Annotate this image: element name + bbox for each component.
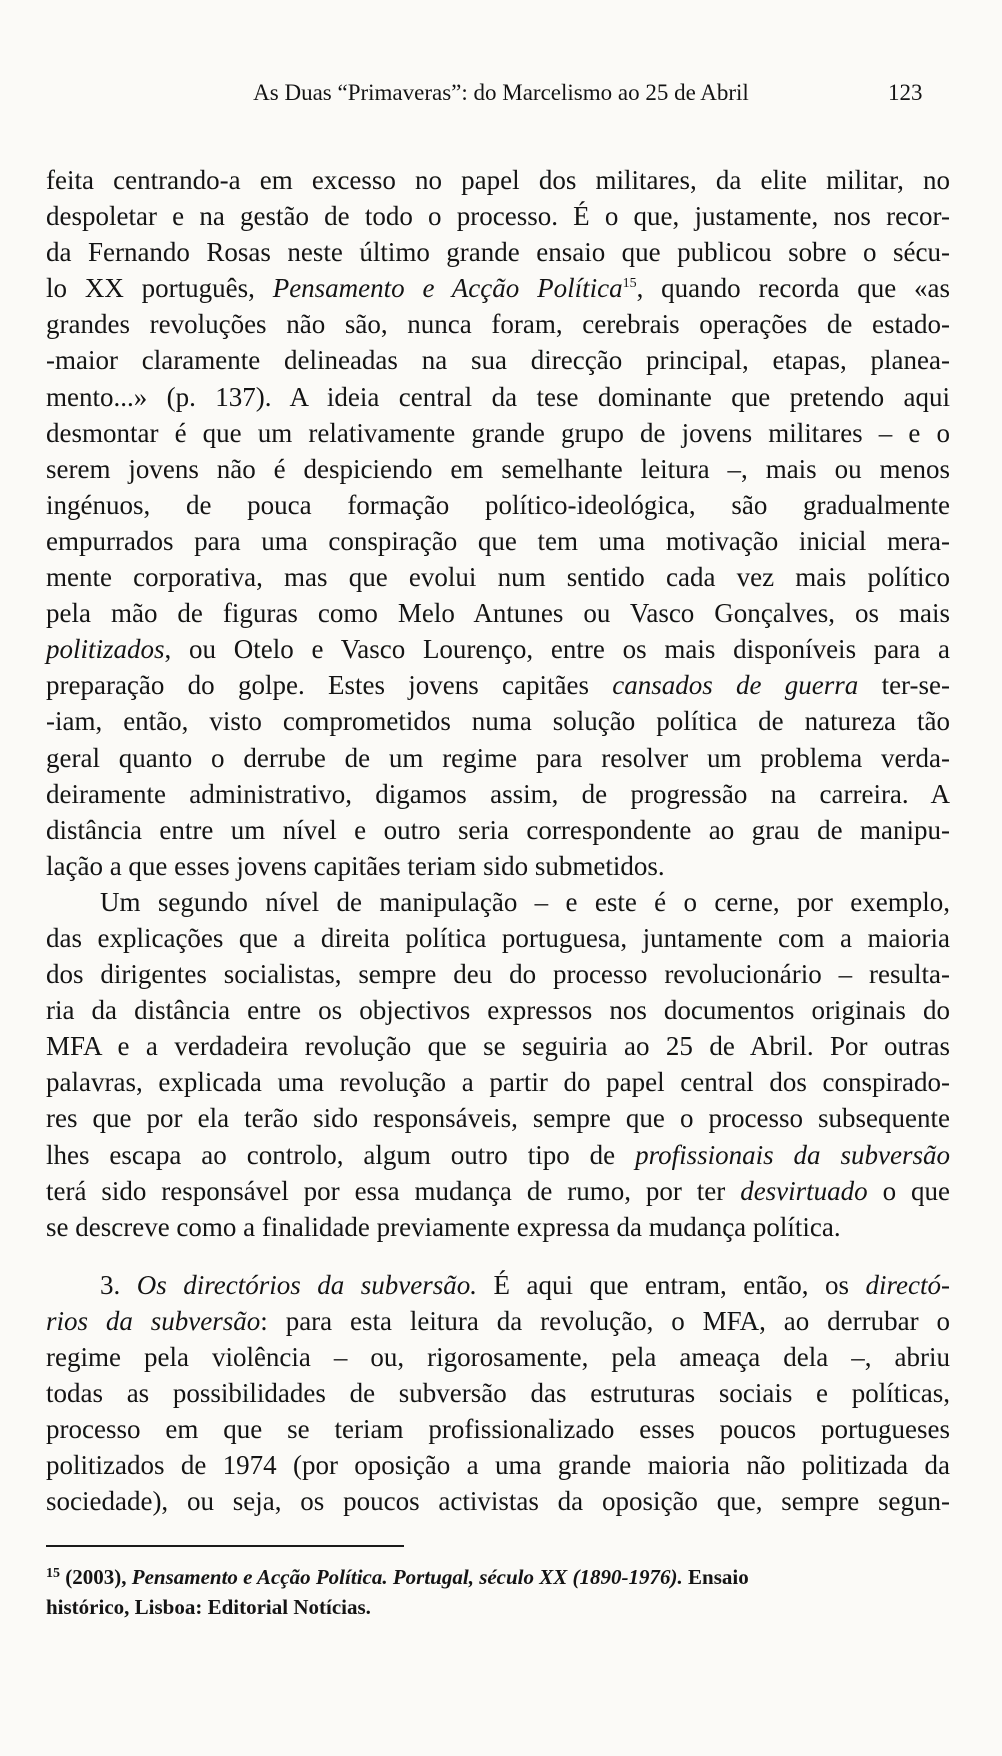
text-line: geral quanto o derrube de um regime para resolver um problema verda- bbox=[46, 742, 950, 773]
footnote-reference: 15 bbox=[622, 276, 637, 292]
text-line: politizados de 1974 (por oposição a uma grande maioria não politizada da bbox=[46, 1450, 950, 1481]
text-line: palavras, explicada uma revolução a partir do papel central dos conspirado- bbox=[46, 1067, 950, 1098]
text-line: serem jovens não é despiciendo em semelhante leitura –, mais ou menos bbox=[46, 453, 950, 484]
emphasis: rios da subversão bbox=[46, 1305, 261, 1336]
text-line: mento...» (p. 137). A ideia central da tese dominante que pretendo aqui bbox=[46, 381, 950, 412]
text-line: Um segundo nível de manipulação – e este é o cerne, por exemplo, bbox=[100, 886, 950, 917]
section-heading-line: 3. Os directórios da subversão. É aqui que entram, então, os directó- bbox=[100, 1269, 950, 1300]
text-line: da Fernando Rosas neste último grande ensaio que publicou sobre o sécu- bbox=[46, 237, 950, 268]
book-title: Pensamento e Acção Política bbox=[272, 273, 623, 304]
text-line: grandes revoluções não são, nunca foram, cerebrais operações de estado- bbox=[46, 309, 950, 340]
text-line: despoletar e na gestão de todo o processo. É o que, justamente, nos recor- bbox=[46, 201, 950, 232]
text-line: politizados, ou Otelo e Vasco Lourenço, entre os mais disponíveis para a bbox=[46, 634, 950, 665]
text-line: das explicações que a direita política portuguesa, juntamente com a maioria bbox=[46, 922, 950, 953]
footnote-number: 15 bbox=[46, 1566, 60, 1581]
text-line: feita centrando-a em excesso no papel dos militares, da elite militar, no bbox=[46, 165, 950, 195]
text-line: deiramente administrativo, digamos assim, de progressão na carreira. A bbox=[46, 778, 950, 809]
text-line: lação a que esses jovens capitães teriam sido submetidos. bbox=[46, 850, 665, 881]
emphasis: politizados bbox=[46, 634, 165, 665]
text-line: terá sido responsável por essa mudança de rumo, por ter desvirtuado o que bbox=[46, 1175, 950, 1206]
text-line: rios da subversão: para esta leitura da revolução, o MFA, ao derrubar o bbox=[46, 1305, 950, 1336]
footnote-divider bbox=[46, 1545, 404, 1547]
text-line: processo em que se teriam profissionalizado esses poucos portugueses bbox=[46, 1414, 950, 1445]
text-line: se descreve como a finalidade previamente expressa da mudança política. bbox=[46, 1211, 841, 1242]
text-line: distância entre um nível e outro seria correspondente ao grau de manipu- bbox=[46, 814, 950, 845]
page-number: 123 bbox=[888, 80, 923, 105]
body-text bbox=[46, 162, 950, 1519]
text-line: MFA e a verdadeira revolução que se seguiria ao 25 de Abril. Por outras bbox=[46, 1031, 950, 1062]
emphasis: cansados de guerra bbox=[612, 670, 859, 701]
emphasis: profissionais da subversão bbox=[635, 1139, 950, 1170]
text-line: dos dirigentes socialistas, sempre deu do processo revolucionário – resulta- bbox=[46, 959, 950, 990]
text-line: ria da distância entre os objectivos expressos nos documentos originais do bbox=[46, 995, 950, 1026]
text-line: empurrados para uma conspiração que tem uma motivação inicial mera- bbox=[46, 525, 950, 556]
text-line: -iam, então, visto comprometidos numa solução política de natureza tão bbox=[46, 706, 950, 737]
text-line: desmontar é que um relativamente grande grupo de jovens militares – e o bbox=[46, 417, 950, 448]
footnote-line: $^{15}$ (2003), Pensamento e Acção Política. Portugal, século XX (1890-1976). Ensaio bbox=[46, 1565, 749, 1589]
text-line: pela mão de figuras como Melo Antunes ou Vasco Gonçalves, os mais bbox=[46, 598, 950, 629]
footnote-line: histórico, Lisboa: Editorial Notícias. bbox=[46, 1595, 371, 1619]
text-line: preparação do golpe. Estes jovens capitães cansados de guerra ter-se- bbox=[46, 670, 950, 701]
footnote-citation-title: Pensamento e Acção Política. Portugal, século XX (1890-1976). bbox=[131, 1565, 683, 1589]
text-line: sociedade), ou seja, os poucos activistas da oposição que, sempre segun- bbox=[46, 1486, 950, 1517]
footnotes bbox=[46, 1562, 950, 1622]
emphasis: directó- bbox=[865, 1269, 950, 1300]
text-line: lo XX português, Pensamento e Acção Política$^{15}$, quando recorda que «as bbox=[46, 273, 950, 304]
text-line: lhes escapa ao controlo, algum outro tipo de profissionais da subversão bbox=[46, 1139, 950, 1170]
section-heading: Os directórios da subversão. bbox=[136, 1269, 478, 1300]
text-line: -maior claramente delineadas na sua direcção principal, etapas, planea- bbox=[46, 345, 950, 376]
text-line: todas as possibilidades de subversão das estruturas sociais e políticas, bbox=[46, 1378, 950, 1409]
text-line: mente corporativa, mas que evolui num sentido cada vez mais político bbox=[46, 562, 950, 593]
text-line: res que por ela terão sido responsáveis, sempre que o processo subsequente bbox=[46, 1103, 950, 1134]
emphasis: desvirtuado bbox=[740, 1175, 868, 1206]
text-line: ingénuos, de pouca formação político-ideológica, são gradualmente bbox=[46, 489, 950, 520]
text-line: regime pela violência – ou, rigorosamente, pela ameaça dela –, abriu bbox=[46, 1342, 950, 1372]
running-title: As Duas “Primaveras”: do Marcelismo ao 25 de Abril bbox=[253, 80, 749, 105]
